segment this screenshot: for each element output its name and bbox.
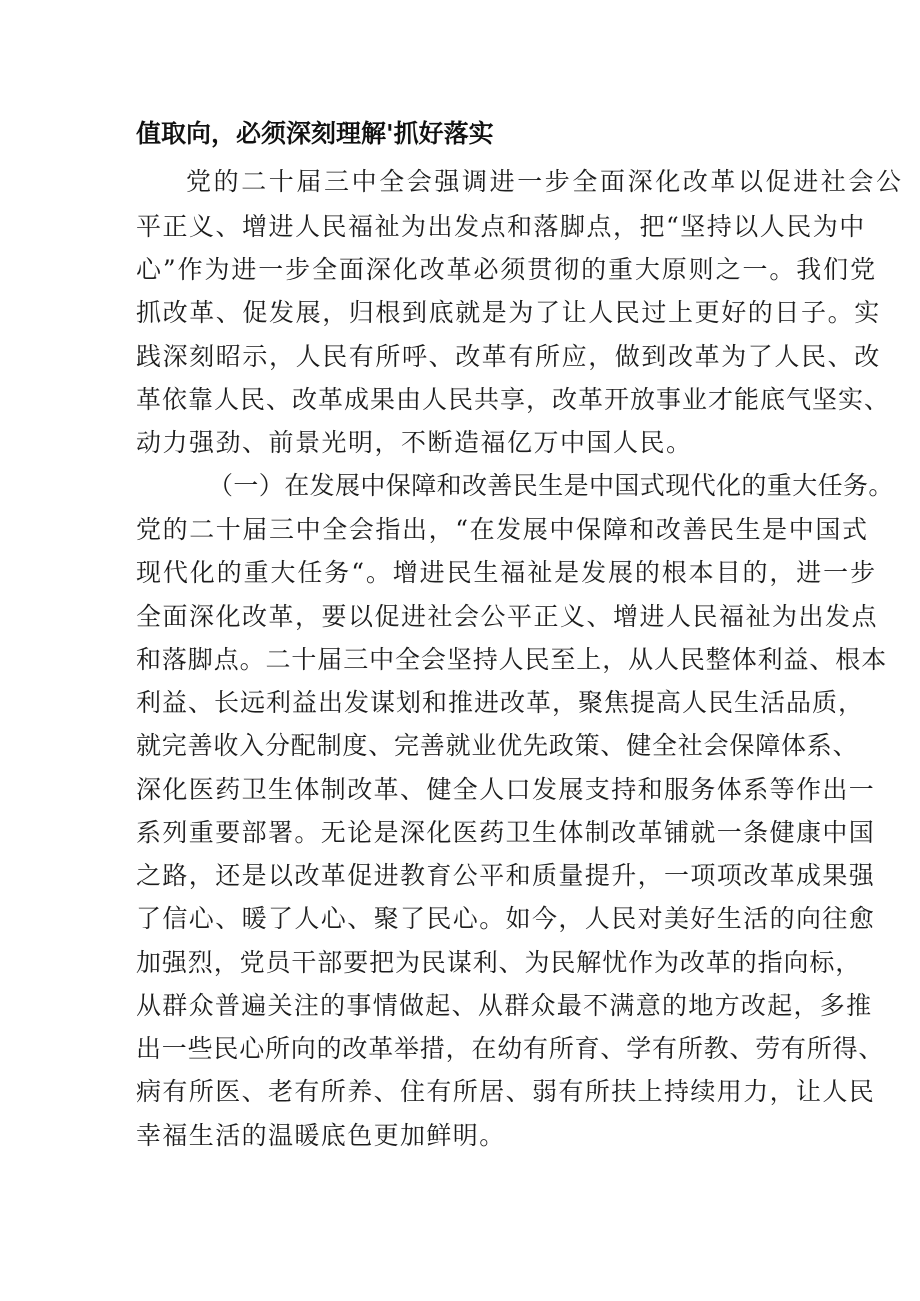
paragraph-line: 现代化的重大任务“。增进民生福祉是发展的根本目的，进一步	[136, 558, 877, 587]
paragraph-line: 革依靠人民、改革成果由人民共享，改革开放事业才能底气坚实、	[136, 385, 891, 414]
paragraph-line: 病有所医、老有所养、住有所居、弱有所扶上持续用力，让人民	[136, 1077, 876, 1106]
paragraph-line: 出一些民心所向的改革举措，在幼有所育、学有所教、劳有所得、	[136, 1034, 885, 1063]
paragraph-line: 利益、长远利益出发谋划和推进改革，聚焦提高人民生活品质，	[136, 688, 865, 717]
paragraph-line: 心”作为进一步全面深化改革必须贯彻的重大原则之一。我们党	[136, 255, 877, 284]
paragraph-line: 加强烈，党员干部要把为民谋利、为民解忧作为改革的指向标，	[136, 948, 862, 977]
paragraph-line: 平正义、增进人民福祉为出发点和落脚点，把“坚持以人民为中	[136, 212, 866, 241]
paragraph-line: 之路，还是以改革促进教育公平和质量提升，一项项改革成果强	[136, 861, 876, 890]
paragraph-line: 践深刻昭示，人民有所呼、改革有所应，做到改革为了人民、改	[136, 342, 881, 371]
paragraph-line: 抓改革、促发展，归根到底就是为了让人民过上更好的日子。实	[136, 298, 881, 327]
paragraph-line: 全面深化改革，要以促进社会公平正义、增进人民福祉为出发点	[136, 602, 879, 631]
paragraph-line: 和落脚点。二十届三中全会坚持人民至上，从人民整体利益、根本	[136, 645, 888, 674]
paragraph-line: 就完善收入分配制度、完善就业优先政策、健全社会保障体系、	[136, 731, 859, 760]
paragraph-line: 深化医药卫生体制改革、健全人口发展支持和服务体系等作出一	[136, 775, 876, 804]
paragraph-line: 动力强劲、前景光明，不断造福亿万中国人民。	[136, 428, 693, 457]
paragraph-line: 了信心、暖了人心、聚了民心。如今，人民对美好生活的向往愈	[136, 904, 876, 933]
paragraph-line: 党的二十届三中全会强调进一步全面深化改革以促进社会公	[186, 167, 904, 196]
paragraph-line: 从群众普遍关注的事情做起、从群众最不满意的地方改起，多推	[136, 991, 873, 1020]
paragraph-line: 系列重要部署。无论是深化医药卫生体制改革铺就一条健康中国	[136, 818, 876, 847]
paragraph-line: 幸福生活的温暖底色更加鲜明。	[136, 1121, 506, 1150]
section-heading: 值取向，必须深刻理解'抓好落实	[136, 119, 494, 148]
paragraph-line: （一）在发展中保障和改善民生是中国式现代化的重大任务。	[208, 471, 894, 500]
paragraph-line: 党的二十届三中全会指出，“在发展中保障和改善民生是中国式	[136, 515, 869, 544]
